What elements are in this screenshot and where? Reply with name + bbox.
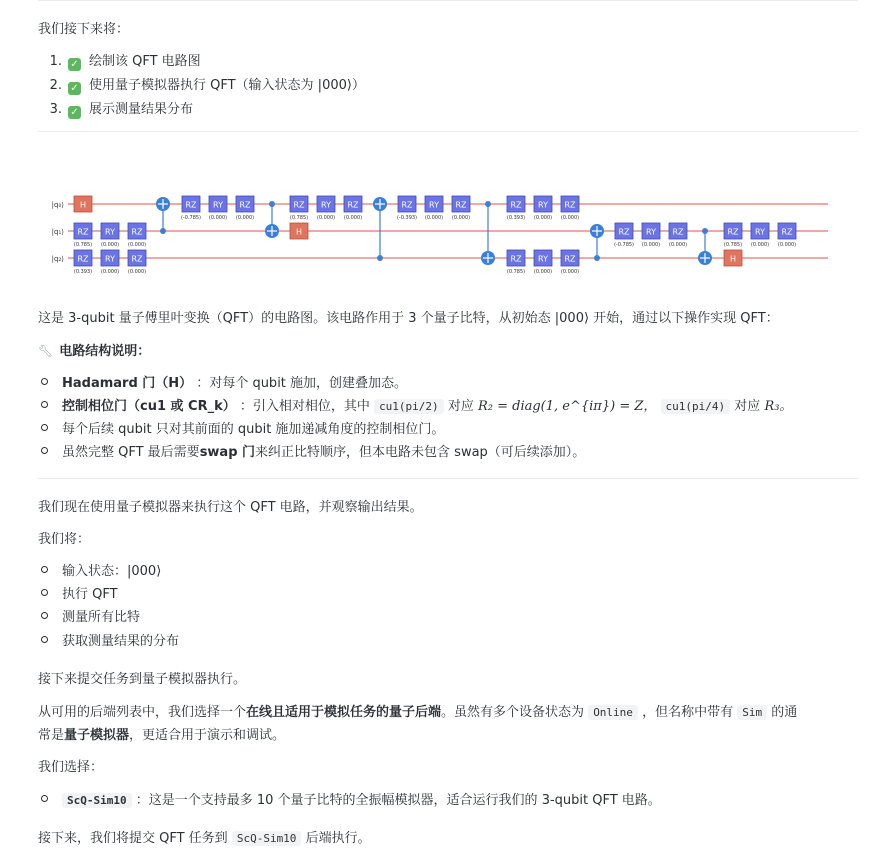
gate-label: RY xyxy=(321,200,331,210)
wire-label: |q₀⟩ xyxy=(51,201,64,209)
plan-item-number: 1. xyxy=(49,54,62,69)
gate-parameter: (0.785) xyxy=(73,242,93,248)
list-item-bold: swap 门 xyxy=(199,445,256,460)
gate-label: RZ xyxy=(77,254,89,264)
gate-label: RZ xyxy=(727,227,739,237)
bold-text: 在线且适用于模拟任务的量子后端 xyxy=(246,705,442,720)
plan-item-text: 使用量子模拟器执行 QFT（输入状态为 |000⟩） xyxy=(89,78,365,93)
list-item: 输入状态：|000⟩ xyxy=(62,564,162,579)
gate-parameter: (0.000) xyxy=(316,215,336,221)
list-item-text: ：引入相对相位，其中 xyxy=(239,399,370,414)
gate-label: RZ xyxy=(510,254,522,264)
gate-parameter: (0.393) xyxy=(506,215,526,221)
gate-label: RZ xyxy=(293,200,305,210)
list-item: 获取测量结果的分布 xyxy=(62,634,180,649)
list-item xyxy=(62,441,585,460)
text: ，但名称中带有 xyxy=(642,705,734,720)
divider xyxy=(38,478,858,479)
list-item-text: ：对每个 qubit 施加，创建叠加态。 xyxy=(196,376,408,391)
section-heading xyxy=(38,340,150,359)
bullet-icon xyxy=(41,401,48,408)
gate-parameter: (0.785) xyxy=(289,215,309,221)
section-heading-text: 电路结构说明： xyxy=(59,344,151,359)
bullet-icon xyxy=(41,424,48,431)
gate-label: RY xyxy=(755,227,765,237)
text: 后端执行。 xyxy=(305,831,371,846)
paragraph xyxy=(38,701,797,720)
gate-label: RZ xyxy=(347,200,359,210)
gate-label: H xyxy=(295,227,303,237)
inline-code: ScQ-Sim10 xyxy=(232,831,302,846)
gate-parameter: (0.000) xyxy=(560,215,580,221)
list-item xyxy=(62,789,661,808)
text: 。虽然有多个设备状态为 xyxy=(441,705,585,720)
gate-label: RZ xyxy=(455,200,467,210)
control-dot xyxy=(160,228,166,234)
math-expression: R₂ = diag(1, e^{iπ}) = Z， xyxy=(477,399,657,414)
paragraph: 我们选择： xyxy=(38,760,104,775)
gate-parameter: (0.000) xyxy=(451,215,471,221)
gate-parameter: (0.000) xyxy=(560,269,580,275)
bullet-icon xyxy=(41,612,48,619)
gate-label: RY xyxy=(538,254,548,264)
gate-parameter: (0.000) xyxy=(424,215,444,221)
gate-parameter: (-0.393) xyxy=(396,215,418,221)
gate-label: RY xyxy=(105,227,115,237)
plan-intro: 我们接下来将： xyxy=(38,22,130,37)
gate-label: RZ xyxy=(672,227,684,237)
wrench-icon: 🔧︎ xyxy=(38,344,54,358)
control-dot xyxy=(269,201,275,207)
gate-label: RZ xyxy=(510,200,522,210)
check-icon: ✓ xyxy=(68,58,81,71)
bullet-icon xyxy=(41,795,48,802)
list-item xyxy=(62,372,407,391)
gate-label: RY xyxy=(429,200,439,210)
circuit-description: 这是 3-qubit 量子傅里叶变换（QFT）的电路图。该电路作用于 3 个量子比特，从初始态 |000⟩ 开始，通过以下操作实现 QFT： xyxy=(38,311,779,326)
gate-label: RZ xyxy=(77,227,89,237)
bullet-icon xyxy=(41,566,48,573)
math-expression: R₃。 xyxy=(764,399,793,414)
gate-label: RY xyxy=(538,200,548,210)
inline-code: Sim xyxy=(737,705,767,720)
control-dot xyxy=(702,228,708,234)
paragraph xyxy=(38,827,371,846)
plan-item-text: 绘制该 QFT 电路图 xyxy=(89,54,201,69)
gate-label: RZ xyxy=(239,200,251,210)
text: 从可用的后端列表中，我们选择一个 xyxy=(38,705,247,720)
gate-parameter: (0.000) xyxy=(668,242,688,248)
gate-label: RZ xyxy=(401,200,413,210)
plan-item xyxy=(40,50,201,71)
check-icon: ✓ xyxy=(68,106,81,119)
bullet-icon xyxy=(41,636,48,643)
gate-parameter: (0.000) xyxy=(641,242,661,248)
bullet-icon xyxy=(41,378,48,385)
control-dot xyxy=(377,255,383,261)
text: 常是 xyxy=(38,728,65,743)
inline-code: ScQ-Sim10 xyxy=(62,793,132,808)
gate-label: RZ xyxy=(564,254,576,264)
gate-parameter: (0.000) xyxy=(208,215,228,221)
list-item-text: 虽然完整 QFT 最后需要 xyxy=(62,445,200,460)
gate-label: RZ xyxy=(781,227,793,237)
paragraph xyxy=(38,724,285,743)
gate-parameter: (0.000) xyxy=(750,242,770,248)
gate-label: RY xyxy=(213,200,223,210)
gate-parameter: (0.000) xyxy=(127,269,147,275)
inline-code: cu1(pi/4) xyxy=(661,399,731,414)
qft-circuit-diagram xyxy=(0,180,880,280)
plan-item-text: 展示测量结果分布 xyxy=(89,102,194,117)
plan-item xyxy=(40,74,365,95)
divider xyxy=(38,0,858,1)
gate-label: H xyxy=(79,200,87,210)
gate-parameter: (0.000) xyxy=(127,242,147,248)
list-item-text: 来纠正比特顺序，但本电路未包含 swap（可后续添加）。 xyxy=(255,445,586,460)
gate-label: RZ xyxy=(564,200,576,210)
list-item-text: 对应 xyxy=(447,399,474,414)
gate-parameter: (0.000) xyxy=(235,215,255,221)
gate-label: RY xyxy=(646,227,656,237)
inline-code: cu1(pi/2) xyxy=(374,399,444,414)
plan-item-number: 3. xyxy=(49,102,62,117)
bullet-icon xyxy=(41,589,48,596)
gate-parameter: (0.000) xyxy=(533,269,553,275)
check-icon: ✓ xyxy=(68,82,81,95)
list-item: 测量所有比特 xyxy=(62,610,141,625)
gate-parameter: (-0.785) xyxy=(180,215,202,221)
text: 接下来，我们将提交 QFT 任务到 xyxy=(38,831,228,846)
gate-label: RZ xyxy=(618,227,630,237)
paragraph: 我们将： xyxy=(38,532,91,547)
control-dot xyxy=(594,255,600,261)
plan-item-number: 2. xyxy=(49,78,62,93)
list-item-text: ：这是一个支持最多 10 个量子比特的全振幅模拟器，适合运行我们的 3-qubit QFT 电路。 xyxy=(135,793,661,808)
gate-parameter: (0.000) xyxy=(100,242,120,248)
plan-item xyxy=(40,98,193,119)
list-item-text: 对应 xyxy=(734,399,761,414)
gate-parameter: (0.000) xyxy=(343,215,363,221)
control-dot xyxy=(485,201,491,207)
wire-label: |q₂⟩ xyxy=(51,255,64,263)
gate-label: H xyxy=(729,254,737,264)
gate-parameter: (0.000) xyxy=(777,242,797,248)
list-item-bold: Hadamard 门（H） xyxy=(62,376,193,391)
list-item: 执行 QFT xyxy=(62,587,118,602)
gate-parameter: (0.393) xyxy=(73,269,93,275)
paragraph: 我们现在使用量子模拟器来执行这个 QFT 电路，并观察输出结果。 xyxy=(38,500,423,515)
text: 的通 xyxy=(771,705,798,720)
bullet-icon xyxy=(41,447,48,454)
inline-code: Online xyxy=(588,705,638,720)
gate-parameter: (-0.785) xyxy=(613,242,635,248)
paragraph: 接下来提交任务到量子模拟器执行。 xyxy=(38,672,247,687)
wire-label: |q₁⟩ xyxy=(51,228,64,236)
divider xyxy=(38,131,858,132)
gate-label: RZ xyxy=(131,227,143,237)
text: ，更适合用于演示和调试。 xyxy=(129,728,286,743)
bold-text: 量子模拟器 xyxy=(64,728,130,743)
list-item: 每个后续 qubit 只对其前面的 qubit 施加递减角度的控制相位门。 xyxy=(62,422,445,437)
gate-parameter: (0.000) xyxy=(533,215,553,221)
gate-label: RY xyxy=(105,254,115,264)
gate-label: RZ xyxy=(131,254,143,264)
list-item xyxy=(62,395,792,414)
gate-parameter: (0.785) xyxy=(723,242,743,248)
gate-parameter: (0.000) xyxy=(100,269,120,275)
gate-parameter: (0.785) xyxy=(506,269,526,275)
list-item-bold: 控制相位门（cu1 或 CR_k） xyxy=(62,399,236,414)
gate-label: RZ xyxy=(185,200,197,210)
